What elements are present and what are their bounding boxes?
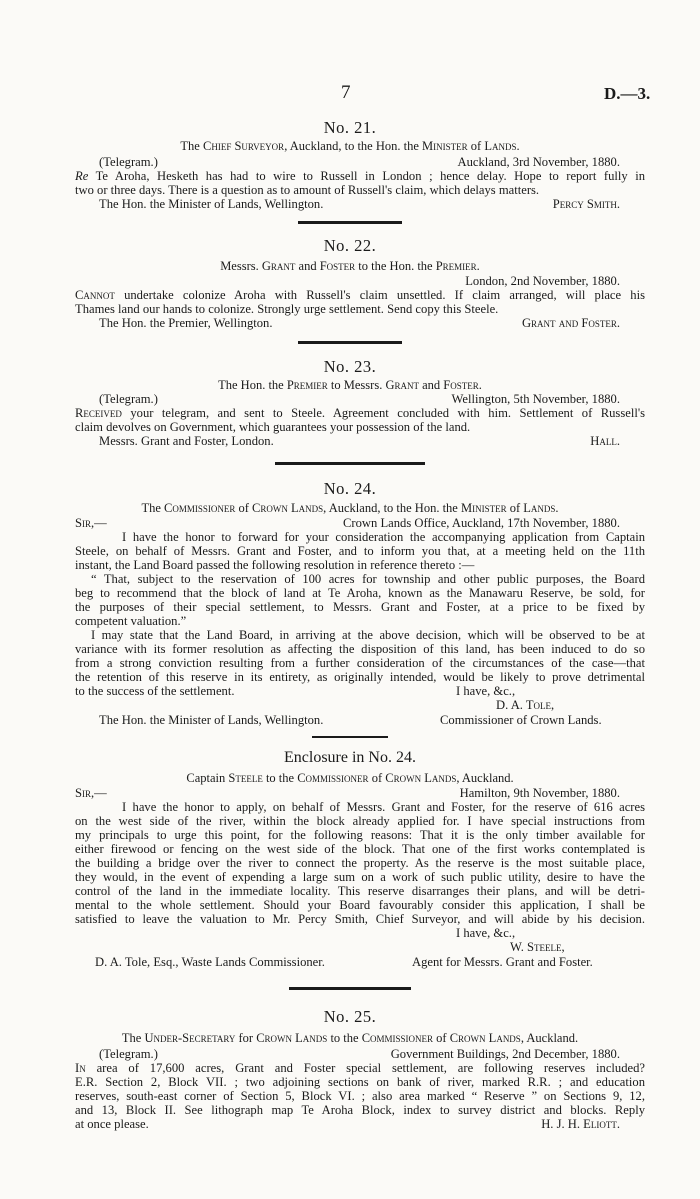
encl24-body-line: on the west side of the river, within the block already applied for. I have special instructions from — [75, 814, 645, 828]
no21-addressee: The Hon. the Minister of Lands, Wellington. — [99, 197, 324, 211]
no21-line2: two or three days. There is a question as to amount of Russell's claim, which delays matters. — [75, 183, 540, 197]
encl24-body-line: the building a bridge over the river to connect the property. As the reserve is the most suitable place, — [75, 856, 645, 870]
no25-dateline: Government Buildings, 2nd December, 1880. — [390, 1047, 620, 1061]
encl24-addressee: D. A. Tole, Esq., Waste Lands Commissioner. — [95, 955, 325, 969]
no21-line1: Re Te Aroha, Hesketh has had to wire to Russell in London ; hence delay. Hope to report fully in — [75, 169, 645, 183]
no24-body-line: from a strong conviction resulting from a further consideration of the circumstances of the case—that — [75, 656, 645, 670]
no24-signer: D. A. Tole, — [496, 698, 555, 712]
no25-signature: H. J. H. Eliott. — [541, 1117, 620, 1131]
no24-body-line: instant, the Land Board passed the following resolution in reference thereto :— — [75, 558, 475, 572]
no22-addressee: The Hon. the Premier, Wellington. — [99, 316, 273, 330]
encl24-body-line: control of the land in the immediate locality. This reserve disarranges their plans, and will be detri- — [75, 884, 645, 898]
no24-addressee: The Hon. the Minister of Lands, Wellington. — [99, 713, 324, 727]
no24-body-line: beg to recommend that the block of land at Te Aroha, known as the Manawaru Reserve, be sold, for — [75, 586, 645, 600]
encl24-title: Enclosure in No. 24. — [284, 749, 416, 766]
no25-body-line: reserves, south-east corner of Section 5, Block VI. ; also area marked “ Reserve ” on Sections 9, 12, — [75, 1089, 645, 1103]
page-number: 7 — [341, 82, 351, 103]
encl24-signer: W. Steele, — [510, 940, 565, 954]
no23-line1: Received your telegram, and sent to Steele. Agreement concluded with him. Settlement of Russell's — [75, 406, 645, 420]
no23-title: No. 23. — [323, 357, 377, 376]
no24-signer-title: Commissioner of Crown Lands. — [440, 713, 602, 727]
no22-line1: Cannot undertake colonize Aroha with Russell's claim unsettled. If claim arranged, will place his — [75, 288, 645, 302]
no24-body-line: variance with its former resolution as affecting the disposition of this land, has been induced to do so — [75, 642, 645, 656]
no24-body-line: I have the honor to forward for your consideration the accompanying application from Captain — [122, 530, 645, 544]
no24-body-line: “ That, subject to the reservation of 100 acres for township and other public purposes, the Board — [91, 572, 645, 586]
encl24-body-line: I have the honor to apply, on behalf of Messrs. Grant and Foster, for the reserve of 616 acres — [122, 800, 645, 814]
encl24-signer-title: Agent for Messrs. Grant and Foster. — [412, 955, 593, 969]
no21-title: No. 21. — [323, 118, 377, 137]
encl24-dateline: Hamilton, 9th November, 1880. — [459, 786, 620, 800]
section-divider — [298, 221, 402, 224]
no24-dateline: Crown Lands Office, Auckland, 17th November, 1880. — [343, 516, 620, 530]
no25-title: No. 25. — [323, 1007, 377, 1026]
document-reference: D.—3. — [604, 84, 651, 103]
encl24-body-line: they would, in the event of expending a large sum on a work of such public utility, desire to have the — [75, 870, 645, 884]
no24-body-line: the purposes of their special settlement, to Messrs. Grant and Foster, at a price to be fixed by — [75, 600, 645, 614]
no24-body-line: I may state that the Land Board, in arriving at the above decision, which will be observed to be at — [91, 628, 645, 642]
no21-signature: Percy Smith. — [552, 197, 620, 211]
encl24-body-line: either firewood or fencing on the west side of the block. That one of the first works contemplated is — [75, 842, 645, 856]
no23-signature: Hall. — [590, 434, 620, 448]
no24-closing: I have, &c., — [456, 684, 516, 698]
encl24-body-line: satisfied to leave the valuation to Mr. Percy Smith, Chief Surveyor, and will abide by his decision. — [75, 912, 645, 926]
encl24-closing: I have, &c., — [456, 926, 516, 940]
no24-salutation: Sir,— — [75, 516, 107, 530]
no25-line1: In area of 17,600 acres, Grant and Foster special settlement, are following reserves included? — [75, 1061, 645, 1075]
no23-dateline: Wellington, 5th November, 1880. — [451, 392, 620, 406]
section-divider — [312, 736, 388, 738]
encl24-body-line: mental to the whole settlement. Should your Board favourably consider this application, I shall be — [75, 898, 645, 912]
encl24-salutation: Sir,— — [75, 786, 107, 800]
no25-heading: The Under-Secretary for Crown Lands to the Commissioner of Crown Lands, Auckland. — [121, 1031, 579, 1045]
encl24-heading: Captain Steele to the Commissioner of Crown Lands, Auckland. — [186, 771, 514, 785]
no21-telegram-label: (Telegram.) — [99, 155, 158, 169]
no23-addressee: Messrs. Grant and Foster, London. — [99, 434, 274, 448]
no23-line2: claim devolves on Government, which guarantees your possession of the land. — [75, 420, 471, 434]
section-divider — [298, 341, 402, 344]
no25-body-line: and 13, Block II. See lithograph map Te Aroha Block, index to survey district and blocks. Reply — [75, 1103, 645, 1117]
section-divider — [289, 987, 411, 990]
no24-heading: The Commissioner of Crown Lands, Auckland, to the Hon. the Minister of Lands. — [141, 501, 559, 515]
no22-signature: Grant and Foster. — [521, 316, 620, 330]
no24-body-line: Steele, on behalf of Messrs. Grant and Foster, and to inform you that, at a meeting held on the 11th — [75, 544, 645, 558]
no24-body-line: competent valuation.” — [75, 614, 187, 628]
section-divider — [275, 462, 425, 465]
no23-telegram-label: (Telegram.) — [99, 392, 158, 406]
encl24-body-line: my principals to urge this point, for the following reasons: That it is the only timber available for — [75, 828, 645, 842]
no21-dateline: Auckland, 3rd November, 1880. — [457, 155, 620, 169]
no22-dateline: London, 2nd November, 1880. — [465, 274, 620, 288]
no25-body-line: E.R. Section 2, Block VII. ; two adjoining sections on bank of river, marked R.R. ; and education — [75, 1075, 645, 1089]
no22-line2: Thames land our hands to colonize. Strongly urge settlement. Send copy this Steele. — [75, 302, 499, 316]
no22-heading: Messrs. Grant and Foster to the Hon. the Premier. — [220, 259, 480, 273]
no25-body-line: at once please. — [75, 1117, 149, 1131]
no21-heading: The Chief Surveyor, Auckland, to the Hon. the Minister of Lands. — [180, 139, 520, 153]
no25-telegram-label: (Telegram.) — [99, 1047, 158, 1061]
no24-body-line: the retention of this reserve in its entirety, as originally intended, would be likely to prove detrimental — [75, 670, 645, 684]
no23-heading: The Hon. the Premier to Messrs. Grant and Foster. — [218, 378, 482, 392]
no22-title: No. 22. — [323, 236, 377, 255]
no24-title: No. 24. — [323, 479, 377, 498]
no24-body-line: to the success of the settlement. — [75, 684, 235, 698]
